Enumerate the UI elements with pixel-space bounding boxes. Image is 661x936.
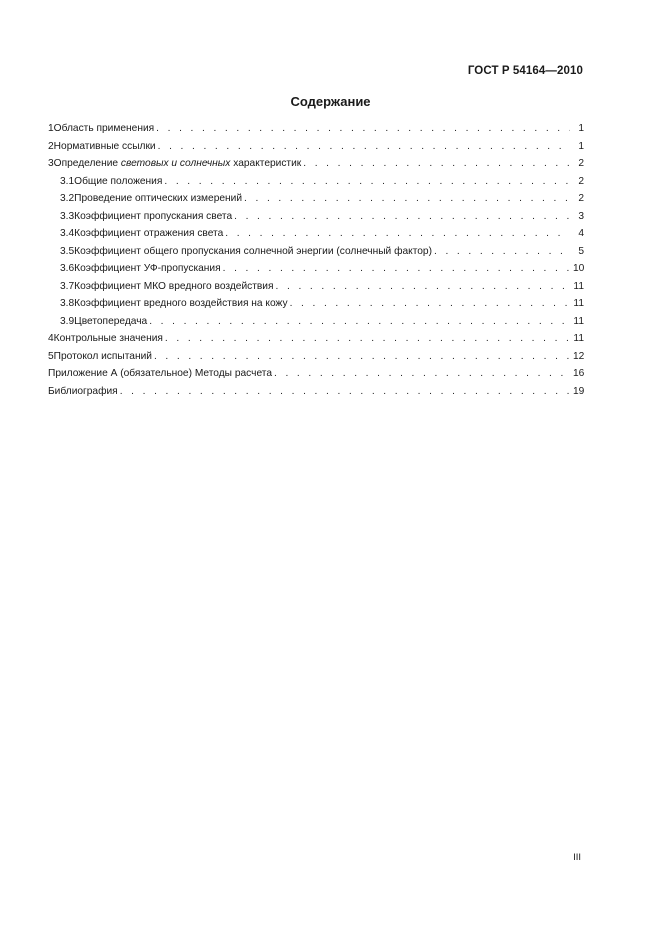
dot-leader: [276, 278, 570, 296]
toc-entry-3-8[interactable]: [48, 295, 584, 313]
toc-entry-page: 1: [578, 140, 584, 152]
toc-entry-title: Коэффициент отражения света: [74, 228, 224, 239]
toc-entry-page: 3: [578, 210, 584, 222]
document-code: ГОСТ Р 54164—2010: [467, 65, 583, 77]
toc-entry-3-3[interactable]: [48, 208, 584, 226]
dot-leader: [225, 225, 570, 243]
dot-leader: [223, 260, 570, 278]
toc-entry-number: 3.4: [60, 228, 75, 239]
toc-entry-title: Общие положения: [74, 175, 163, 187]
toc-entry-appendix-a[interactable]: [48, 365, 584, 383]
toc-entry-1[interactable]: [48, 120, 584, 138]
dot-leader: [290, 295, 570, 313]
toc-entry-title: Приложение А (обязательное) Методы расчета: [48, 368, 272, 379]
toc-entry-page: 2: [578, 193, 584, 204]
toc-entry-title: Нормативные ссылки: [53, 140, 156, 152]
dot-leader: [154, 348, 570, 366]
toc-entry-page: 10: [573, 263, 585, 274]
dot-leader: [274, 365, 570, 383]
toc-entry-3-7[interactable]: [48, 278, 584, 296]
toc-entry-title-part: характеристик: [230, 158, 302, 169]
toc-entry-title-italic: световых и солнечных: [120, 158, 231, 169]
toc-heading: Содержание: [290, 94, 371, 109]
toc-entry-number: 3.7: [60, 280, 75, 292]
toc-entry-number: 4: [48, 333, 54, 344]
dot-leader: [164, 173, 570, 191]
toc-entry-3[interactable]: [48, 155, 584, 173]
dot-leader: [158, 138, 570, 156]
toc-entry-page: 11: [573, 315, 584, 327]
toc-entry-number: 5: [48, 350, 54, 362]
toc-entry-3-6[interactable]: [48, 260, 584, 278]
dot-leader: [165, 330, 570, 348]
toc-entry-3-9[interactable]: [48, 313, 584, 331]
toc-entry-number: 1: [48, 123, 54, 134]
page-folio: III: [573, 852, 581, 863]
toc-entry-page: 16: [573, 368, 585, 379]
toc-entry-2[interactable]: [48, 138, 584, 156]
dot-leader: [149, 313, 570, 331]
toc-entry-number: 3: [48, 158, 54, 169]
toc-entry-title: [54, 155, 302, 173]
toc-entry-4[interactable]: [48, 330, 584, 348]
dot-leader: [434, 243, 570, 261]
toc-entry-5[interactable]: [48, 348, 584, 366]
toc-entry-number: 3.3: [60, 210, 75, 222]
toc-entry-title-part: Определение: [53, 158, 121, 169]
toc-entry-number: 3.6: [60, 263, 75, 274]
toc-entry-page: 2: [578, 158, 584, 169]
toc-entry-page: 4: [578, 228, 584, 239]
toc-entry-page: 2: [578, 175, 584, 187]
toc-entry-title: Контрольные значения: [53, 333, 163, 344]
dot-leader: [244, 190, 570, 208]
toc-entry-page: 5: [578, 245, 584, 257]
toc-entry-title: Проведение оптических измерений: [74, 193, 243, 204]
toc-entry-title: Коэффициент УФ-пропускания: [74, 263, 221, 274]
toc-entry-number: 3.1: [60, 175, 75, 187]
toc-entry-bibliography[interactable]: [48, 383, 584, 401]
toc-entry-page: 19: [573, 385, 585, 397]
toc-entry-title: Протокол испытаний: [53, 350, 152, 362]
toc-entry-title: Коэффициент вредного воздействия на кожу: [74, 298, 288, 309]
toc-entry-title: Цветопередача: [74, 315, 148, 327]
toc-entry-number: 3.5: [60, 245, 75, 257]
toc-entry-title: Область применения: [53, 123, 155, 134]
dot-leader: [156, 120, 570, 138]
toc-entry-3-4[interactable]: [48, 225, 584, 243]
toc-entry-page: 12: [573, 350, 585, 362]
toc-entry-number: 3.8: [60, 298, 75, 309]
toc-entry-number: 3.2: [60, 193, 75, 204]
toc-entry-number: 2: [48, 140, 54, 152]
toc-entry-page: 11: [573, 298, 584, 309]
toc-entry-title: Коэффициент МКО вредного воздействия: [74, 280, 274, 292]
toc-entry-title: Коэффициент пропускания света: [74, 210, 233, 222]
toc-entry-3-2[interactable]: [48, 190, 584, 208]
toc-entry-page: 11: [573, 333, 584, 344]
toc-entry-number: 3.9: [60, 315, 75, 327]
dot-leader: [303, 155, 570, 173]
toc-entry-3-5[interactable]: [48, 243, 584, 261]
dot-leader: [120, 383, 570, 401]
dot-leader: [234, 208, 570, 226]
toc-entry-3-1[interactable]: [48, 173, 584, 191]
toc-entry-title: Библиография: [48, 385, 118, 397]
toc-entry-title: Коэффициент общего пропускания солнечной энергии (солнечный фактор): [74, 245, 432, 257]
table-of-contents: [48, 120, 584, 400]
toc-entry-page: 1: [578, 123, 584, 134]
toc-entry-page: 11: [573, 280, 584, 292]
